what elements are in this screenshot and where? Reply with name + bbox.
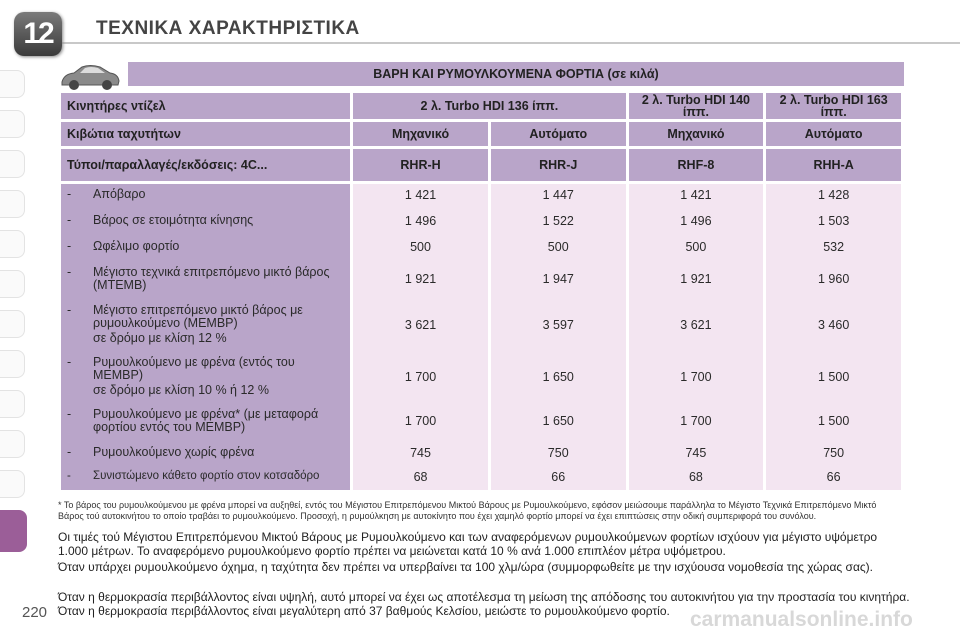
list-item: - Ωφέλιμο φορτίο [67, 239, 180, 253]
column-values: 1 421 1 496 500 1 921 3 621 1 700 1 700 745 68 [629, 184, 764, 490]
list-item: - Απόβαρο [67, 187, 146, 201]
type-row [61, 149, 901, 181]
footnote: * Το βάρος του ρυμουλκούμενου με φρένα μπορεί να αυξηθεί, εντός του Μέγιστου Επιτρεπόμενου Μικτού Βάρους με Ρυμουλκούμενο, εφόσον μειώσουμε παράλληλα το Μέγιστο Τεχνικά Επιτρεπόμενο Μικτό Βάρος τού αυτοκινήτου το οποίο τραβάει το ρυμουλκούμενο. Προσοχή, η ρυμούλκηση με αυτοκίνητο που έχει χαμηλό φορτίο μπορεί να έχει επιπτώσεις στην οδική συμπεριφορά του συνόλου. [58, 500, 877, 521]
engine-140: 2 λ. Turbo HDI 140 ίππ. [629, 93, 764, 119]
chapter-tab[interactable] [0, 350, 25, 378]
engine-label: Κινητήρες ντίζελ [61, 93, 350, 119]
list-item: - Βάρος σε ετοιμότητα κίνησης [67, 213, 254, 227]
paragraph: Όταν υπάρχει ρυμουλκούμενο όχημα, η ταχύτητα δεν πρέπει να υπερβαίνει τα 100 χλμ/ώρα (συμμορφωθείτε με την ισχύουσα νομοθεσία της χώρας σας). [58, 560, 873, 574]
chapter-tab-active[interactable] [0, 510, 27, 552]
gearbox-cell: Αυτόματο [491, 122, 626, 146]
type-cell: RHR-J [491, 149, 626, 181]
page-number: 220 [22, 604, 48, 621]
chapter-tab[interactable] [0, 230, 25, 258]
list-item: - Συνιστώμενο κάθετο φορτίο στον κοτσαδόρο [67, 470, 320, 482]
watermark: carmanualsonline.info [690, 608, 913, 631]
type-cell: RHF-8 [629, 149, 764, 181]
chapter-tab[interactable] [0, 470, 25, 498]
engine-163: 2 λ. Turbo HDI 163 ίππ. [766, 93, 901, 119]
gearbox-cell: Αυτόματο [766, 122, 901, 146]
chapter-tabs [0, 0, 30, 640]
type-label: Τύποι/παραλλαγές/εκδόσεις: 4C... [61, 149, 350, 181]
chapter-tab[interactable] [0, 430, 25, 458]
chapter-tab[interactable] [0, 70, 25, 98]
engine-row [61, 93, 901, 119]
gearbox-label: Κιβώτια ταχυτήτων [61, 122, 350, 146]
list-item: - Ρυμουλκούμενο με φρένα (εντός του MEMBP) σε δρόμο με κλίση 10 % ή 12 % [67, 355, 295, 397]
column-values: 1 428 1 503 532 1 960 3 460 1 500 1 500 750 66 [766, 184, 901, 490]
chapter-tab[interactable] [0, 270, 25, 298]
chapter-tab[interactable] [0, 110, 25, 138]
column-values: 1 447 1 522 500 1 947 3 597 1 650 1 650 750 66 [491, 184, 626, 490]
list-item: - Ρυμουλκούμενο με φρένα* (με μεταφορά φορτίου εντός του MEMBP) [67, 407, 319, 434]
car-icon [58, 62, 122, 92]
chapter-tab[interactable] [0, 190, 25, 218]
chapter-tab[interactable] [0, 390, 25, 418]
gearbox-row [61, 122, 901, 146]
engine-136: 2 λ. Turbo HDI 136 ίππ. [353, 93, 625, 119]
chapter-tab[interactable] [0, 150, 25, 178]
list-item: - Μέγιστο επιτρεπόμενο μικτό βάρος με ρυμουλκούμενο (MEMBP) σε δρόμο με κλίση 12 % [67, 303, 303, 345]
page-title: ΤΕΧΝΙΚΑ ΧΑΡΑΚΤΗΡΙΣΤΙΚΑ [96, 18, 360, 39]
paragraph: Οι τιμές τού Μέγιστου Επιτρεπόμενου Μικτού Βάρους με Ρυμουλκούμενο και των αναφερόμενων ρυμουλκούμενων φορτίων ισχύουν για μέγιστο υψόμετρο 1.000 μέτρων. Το αναφερόμενο ρυμουλκούμενο φορτίο πρέπει να μειώνεται κατά 10 % ανά 1.000 επιπλέον μέτρα υψόμετρου. [58, 530, 878, 558]
list-item: - Μέγιστο τεχνικά επιτρεπόμενο μικτό βάρος (MTEMB) [67, 265, 330, 292]
chapter-tab[interactable] [0, 310, 25, 338]
row-labels [61, 184, 350, 490]
type-cell: RHR-H [353, 149, 488, 181]
paragraph: Όταν η θερμοκρασία περιβάλλοντος είναι υψηλή, αυτό μπορεί να έχει ως αποτέλεσμα τη μείωση της απόδοσης του αυτοκινήτου για την προστασία του κινητήρα. Όταν η θερμοκρασία περιβάλλοντος είναι μεγαλύτερη από 37 βαθμούς Κελσίου, μειώστε το ρυμουλκούμενο φορτίο. [58, 590, 910, 618]
column-values: 1 421 1 496 500 1 921 3 621 1 700 1 700 745 68 [353, 184, 488, 490]
gearbox-cell: Μηχανικό [629, 122, 764, 146]
table-title: ΒΑΡΗ ΚΑΙ ΡΥΜΟΥΛΚΟΥΜΕΝΑ ΦΟΡΤΙΑ (σε κιλά) [128, 62, 904, 86]
chapter-badge: 12 [14, 12, 62, 56]
list-item: - Ρυμουλκούμενο χωρίς φρένα [67, 445, 255, 459]
body-row [61, 184, 901, 490]
type-cell: RHH-A [766, 149, 901, 181]
gearbox-cell: Μηχανικό [353, 122, 488, 146]
